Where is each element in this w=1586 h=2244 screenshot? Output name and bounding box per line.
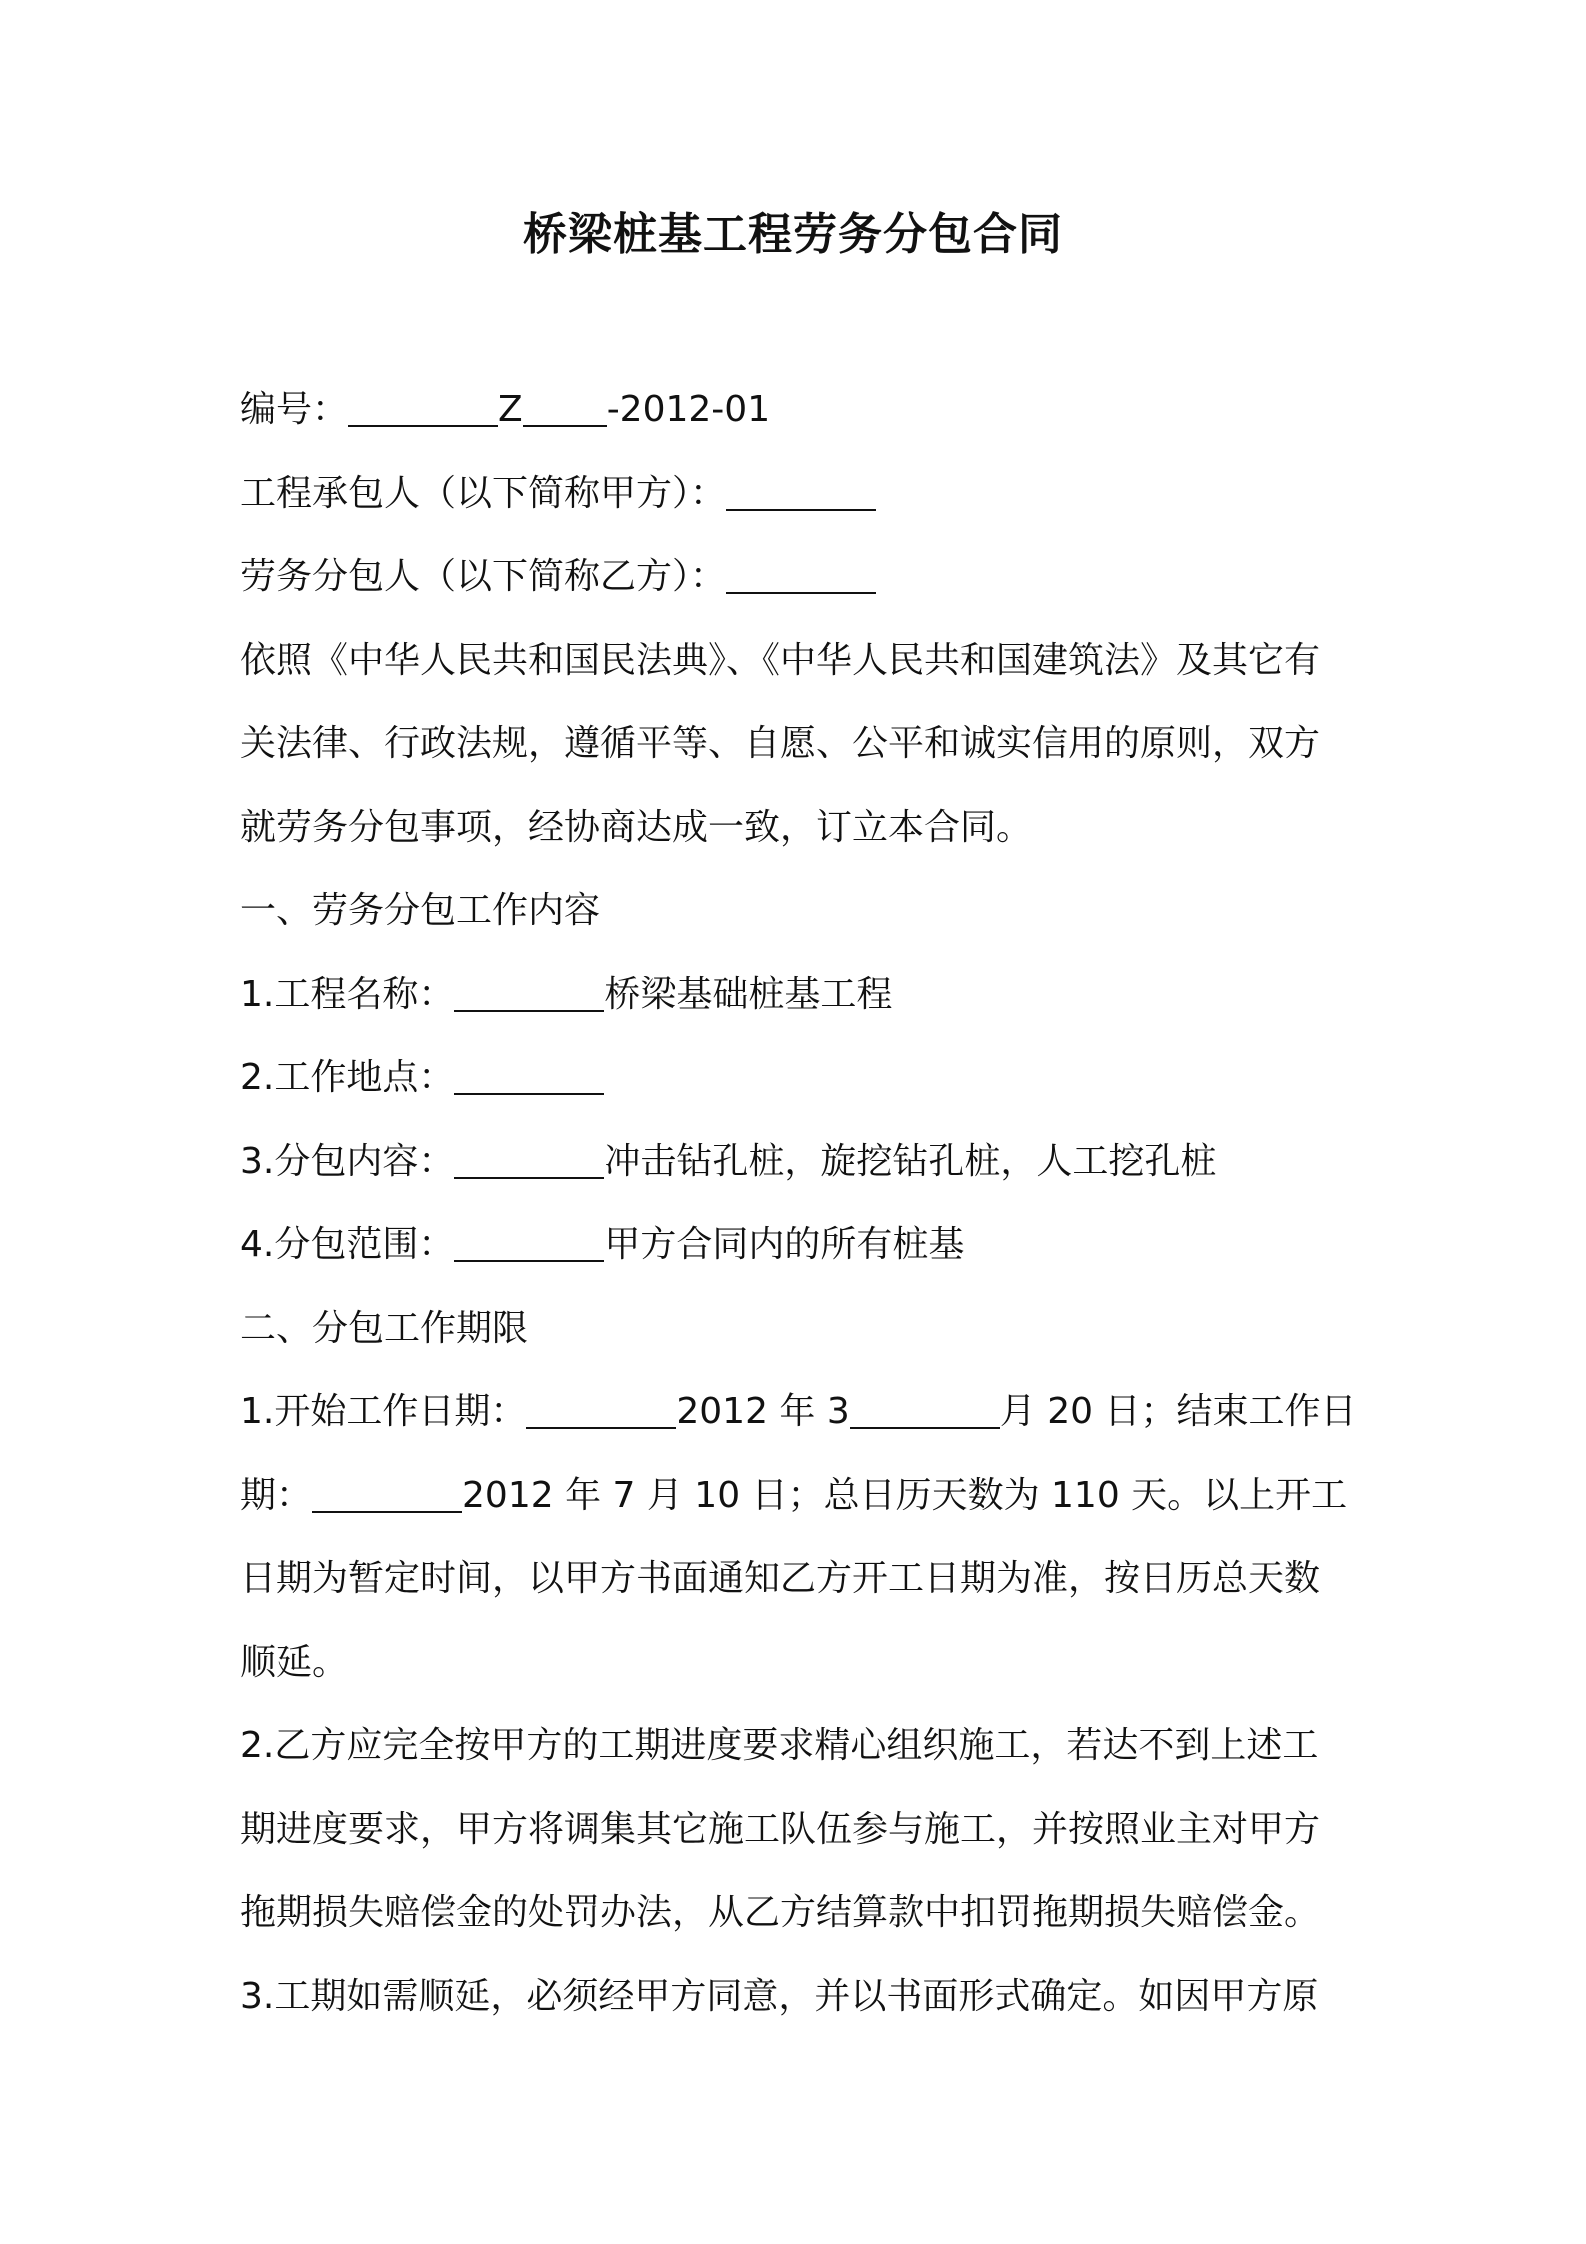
preamble-line-1: 依照《中华人民共和国民法典》、《中华人民共和国建筑法》及其它有 bbox=[240, 639, 1321, 681]
contract-number-blank-1 bbox=[348, 387, 498, 427]
contract-number-letter: Z bbox=[498, 389, 523, 430]
section-2-heading: 二、分包工作期限 bbox=[240, 1307, 529, 1349]
contract-number-label: 编号： bbox=[240, 389, 349, 430]
party-b-line bbox=[240, 535, 1360, 619]
schedule-text-line-1: 日期为暂定时间，以甲方书面通知乙方开工日期为准，按日历总天数 bbox=[240, 1558, 1321, 1599]
subcontract-scope-label: 4.分包范围： bbox=[240, 1224, 455, 1265]
party-a-blank bbox=[726, 471, 876, 511]
start-date-blank-1 bbox=[526, 1389, 676, 1429]
end-date-line bbox=[240, 1454, 1360, 1538]
project-name-value: 桥梁基础桩基工程 bbox=[604, 973, 893, 1015]
preamble-line-3: 就劳务分包事项，经协商达成一致，订立本合同。 bbox=[240, 806, 1033, 848]
party-b-blank bbox=[726, 554, 876, 594]
contract-body bbox=[240, 368, 1360, 2038]
subcontract-scope-line bbox=[240, 1203, 1360, 1287]
subcontract-content-label: 3.分包内容： bbox=[240, 1140, 455, 1182]
subcontract-content-line bbox=[240, 1120, 1360, 1204]
subcontract-content-value: 冲击钻孔桩，旋挖钻孔桩，人工挖孔桩 bbox=[604, 1140, 1217, 1182]
project-name-blank bbox=[454, 972, 604, 1012]
party-a-label: 工程承包人（以下简称甲方）： bbox=[240, 472, 727, 514]
schedule-text-line-2: 顺延。 bbox=[240, 1641, 349, 1683]
party-a-line bbox=[240, 452, 1360, 536]
subcontract-scope-value: 甲方合同内的所有桩基 bbox=[604, 1224, 965, 1265]
clause-2-line-1: 2.乙方应完全按甲方的工期进度要求精心组织施工，若达不到上述工 bbox=[240, 1725, 1319, 1766]
section-1-heading: 一、劳务分包工作内容 bbox=[240, 890, 601, 931]
subcontract-scope-blank bbox=[454, 1222, 604, 1262]
project-name-line bbox=[240, 953, 1360, 1037]
end-date-label: 期： bbox=[240, 1474, 313, 1516]
contract-number-suffix: -2012-01 bbox=[606, 389, 771, 430]
party-b-label: 劳务分包人（以下简称乙方）： bbox=[240, 556, 727, 597]
end-date-blank bbox=[312, 1473, 462, 1513]
work-location-blank bbox=[454, 1055, 604, 1095]
start-date-day-end: 月 20 日；结束工作日 bbox=[999, 1391, 1357, 1432]
work-location-line bbox=[240, 1036, 1360, 1120]
clause-2-line-3: 拖期损失赔偿金的处罚办法，从乙方结算款中扣罚拖期损失赔偿金。 bbox=[240, 1892, 1321, 1933]
subcontract-content-blank bbox=[454, 1139, 604, 1179]
document-title: 桥梁桩基工程劳务分包合同 bbox=[523, 209, 1063, 260]
contract-number-line bbox=[240, 368, 1360, 452]
start-date-blank-2 bbox=[850, 1389, 1000, 1429]
clause-2-line-2: 期进度要求，甲方将调集其它施工队伍参与施工，并按照业主对甲方 bbox=[240, 1808, 1321, 1850]
start-date-label: 1.开始工作日期： bbox=[240, 1391, 527, 1432]
work-location-label: 2.工作地点： bbox=[240, 1057, 455, 1098]
clause-3-line-1: 3.工期如需顺延，必须经甲方同意，并以书面形式确定。如因甲方原 bbox=[240, 1975, 1319, 2017]
end-date-value: 2012 年 7 月 10 日；总日历天数为 110 天。以上开工 bbox=[462, 1474, 1348, 1516]
project-name-label: 1.工程名称： bbox=[240, 973, 455, 1015]
start-date-line bbox=[240, 1370, 1360, 1454]
preamble-line-2: 关法律、行政法规，遵循平等、自愿、公平和诚实信用的原则，双方 bbox=[240, 723, 1321, 764]
contract-number-blank-2 bbox=[523, 387, 607, 427]
start-date-year-month: 2012 年 3 bbox=[676, 1391, 850, 1432]
